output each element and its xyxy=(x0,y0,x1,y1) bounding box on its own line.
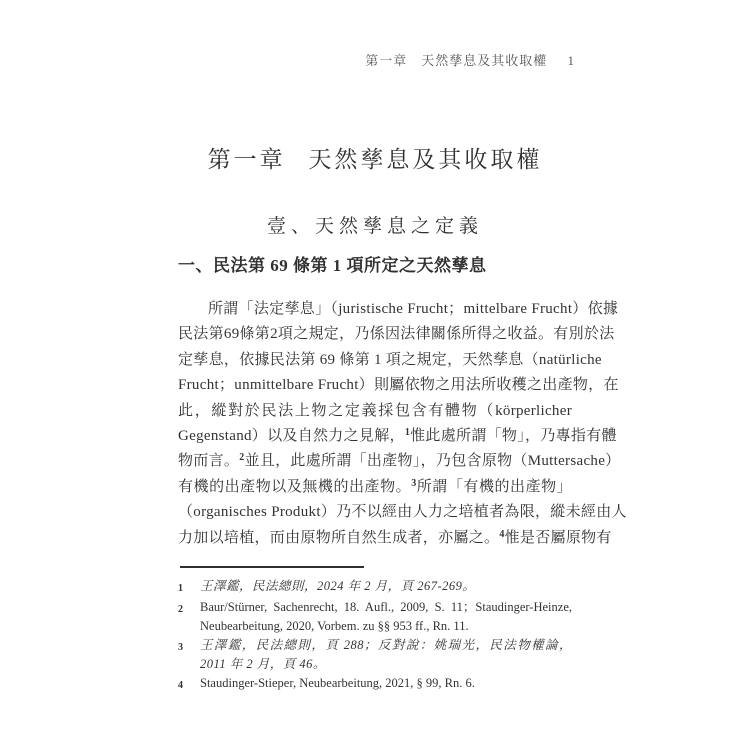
section-heading: 壹、天然孳息之定義 xyxy=(266,216,483,237)
footnote xyxy=(178,598,572,636)
body-line: 物而言。$^2$並且，此處所謂「出產物」，乃包含原物（Muttersache） xyxy=(178,452,621,470)
subsection-heading: 一、民法第 69 條第 1 項所定之天然孳息 xyxy=(178,256,487,275)
footnote-text: Staudinger-Stieper, Neubearbeitung, 2021, § 99, Rn. 6. xyxy=(200,676,475,690)
chapter-title-label: 第一章 xyxy=(207,147,286,172)
footnote xyxy=(178,636,572,674)
footnotes xyxy=(178,577,572,695)
body-line: Frucht；unmittelbare Frucht）則屬依物之用法所收穫之出產物，在 xyxy=(178,377,619,394)
body-paragraph xyxy=(178,297,627,551)
page-number: 1 xyxy=(567,53,575,68)
footnote-number: 4 xyxy=(178,680,183,691)
footnote-ref: 3 xyxy=(411,477,417,489)
footnote-ref: 1 xyxy=(404,426,411,438)
footnote-number: 1 xyxy=(178,583,183,594)
footnote-text: 王澤鑑，民法總則，2024 年 2 月，頁 267-269。 xyxy=(200,579,476,593)
body-line: 力加以培植，而由原物所自然生成者，亦屬之。$^4$惟是否屬原物有 xyxy=(178,528,612,546)
body-line: Gegenstand）以及自然力之見解，$^1$惟此處所謂「物」，乃專指有體 xyxy=(178,426,617,444)
footnote-ref: 2 xyxy=(239,452,245,464)
footnote-text: 王澤鑑，民法總則，頁 288；反對說：姚瑞光，民法物權論，2011 年 2 月，頁 46。 xyxy=(200,638,572,671)
body-line: 此，縱對於民法上物之定義採包含有體物（körperlicher xyxy=(178,402,572,419)
chapter-title xyxy=(178,141,572,174)
footnote xyxy=(178,674,572,695)
running-header-title: 第一章 天然孳息及其收取權 xyxy=(365,53,548,68)
footnote-number: 2 xyxy=(178,604,183,615)
body-line: 定孳息，依據民法第 69 條第 1 項之規定，天然孳息（natürliche xyxy=(178,351,602,368)
body-line: 民法第69條第2項之規定，乃係因法律關係所得之收益。有別於法 xyxy=(178,326,615,343)
footnote xyxy=(178,577,572,598)
footnote-number: 3 xyxy=(178,642,183,653)
body-line: 有機的出產物以及無機的出產物。$^3$所謂「有機的出產物」 xyxy=(178,477,572,495)
chapter-title-name: 天然孳息及其收取權 xyxy=(308,147,543,172)
body-line: （organisches Produkt）乃不以經由人力之培植者為限，縱未經由人 xyxy=(178,504,627,521)
footnote-text: Baur/Stürner, Sachenrecht, 18. Aufl., 2009, S. 11；Staudinger-Heinze, Neubearbeitung, 2020, Vorbem. zu §§ 953 ff., Rn. 11. xyxy=(200,600,572,633)
page-content xyxy=(178,0,627,750)
body-line: 所謂「法定孳息」（juristische Frucht；mittelbare Frucht）依據 xyxy=(208,301,619,317)
footnote-ref: 4 xyxy=(499,528,505,540)
footnote-separator-rule xyxy=(180,566,364,568)
